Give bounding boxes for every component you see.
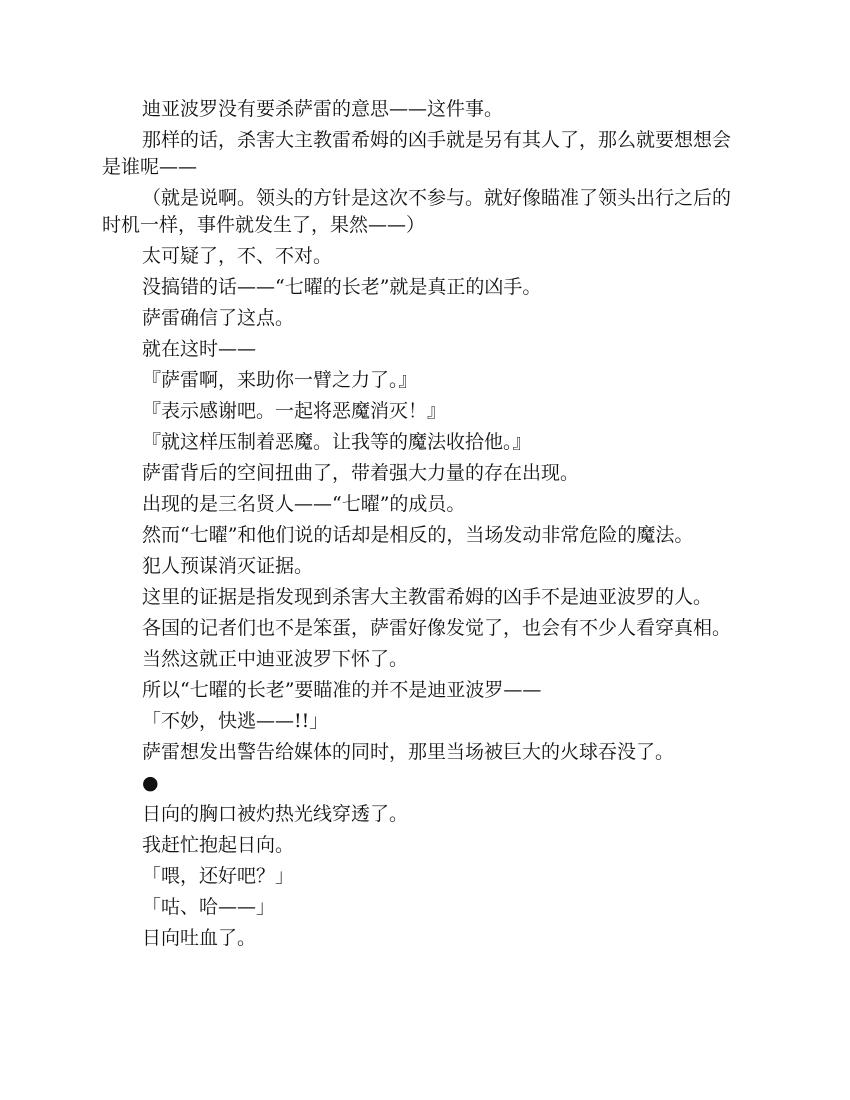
- paragraph: 萨雷背后的空间扭曲了，带着强大力量的存在出现。: [142, 462, 580, 484]
- paragraph: 各国的记者们也不是笨蛋，萨雷好像发觉了，也会有不少人看穿真相。: [142, 617, 732, 639]
- dialogue-line: 「喂，还好吧？」: [142, 865, 295, 887]
- paragraph: 日向吐血了。: [142, 927, 257, 949]
- paragraph: 这里的证据是指发现到杀害大主教雷希姆的凶手不是迪亚波罗的人。: [142, 586, 713, 608]
- dialogue-line: 『萨雷啊，来助你一臂之力了。』: [142, 369, 418, 391]
- paragraph: 然而“七曜”和他们说的话却是相反的，当场发动非常危险的魔法。: [142, 524, 694, 546]
- paragraph: 出现的是三名贤人——“七曜”的成员。: [142, 493, 466, 515]
- dialogue-line: 「不妙，快逃——!!」: [142, 710, 329, 732]
- paragraph: 所以“七曜的长老”要瞄准的并不是迪亚波罗——: [142, 679, 542, 701]
- paragraph: 太可疑了，不、不对。: [142, 245, 333, 267]
- dialogue-line: 『表示感谢吧。一起将恶魔消灭！』: [142, 400, 447, 422]
- dialogue-line: 「咕、哈——」: [142, 896, 276, 918]
- paragraph: 我赶忙抱起日向。: [142, 834, 295, 856]
- novel-text-body: [102, 96, 748, 956]
- paragraph: 没搞错的话——“七曜的长老”就是真正的凶手。: [142, 276, 542, 298]
- paragraph: 萨雷想发出警告给媒体的同时，那里当场被巨大的火球吞没了。: [142, 741, 675, 763]
- paragraph: 那样的话，杀害大主教雷希姆的凶手就是另有其人了，那么就要想想会是谁呢——: [102, 129, 732, 178]
- paragraph: 日向的胸口被灼热光线穿透了。: [142, 803, 409, 825]
- paragraph: 犯人预谋消灭证据。: [142, 555, 314, 577]
- paragraph: 萨雷确信了这点。: [142, 307, 295, 329]
- paragraph: 迪亚波罗没有要杀萨雷的意思——这件事。: [142, 98, 504, 120]
- paragraph: 当然这就正中迪亚波罗下怀了。: [142, 648, 409, 670]
- paragraph: （就是说啊。领头的方针是这次不参与。就好像瞄准了领头出行之后的时机一样，事件就发生了，果然——）: [102, 187, 732, 236]
- scene-break-bullet: ●: [142, 772, 159, 794]
- paragraph: 就在这时——: [142, 338, 257, 360]
- dialogue-line: 『就这样压制着恶魔。让我等的魔法收拾他。』: [142, 431, 532, 453]
